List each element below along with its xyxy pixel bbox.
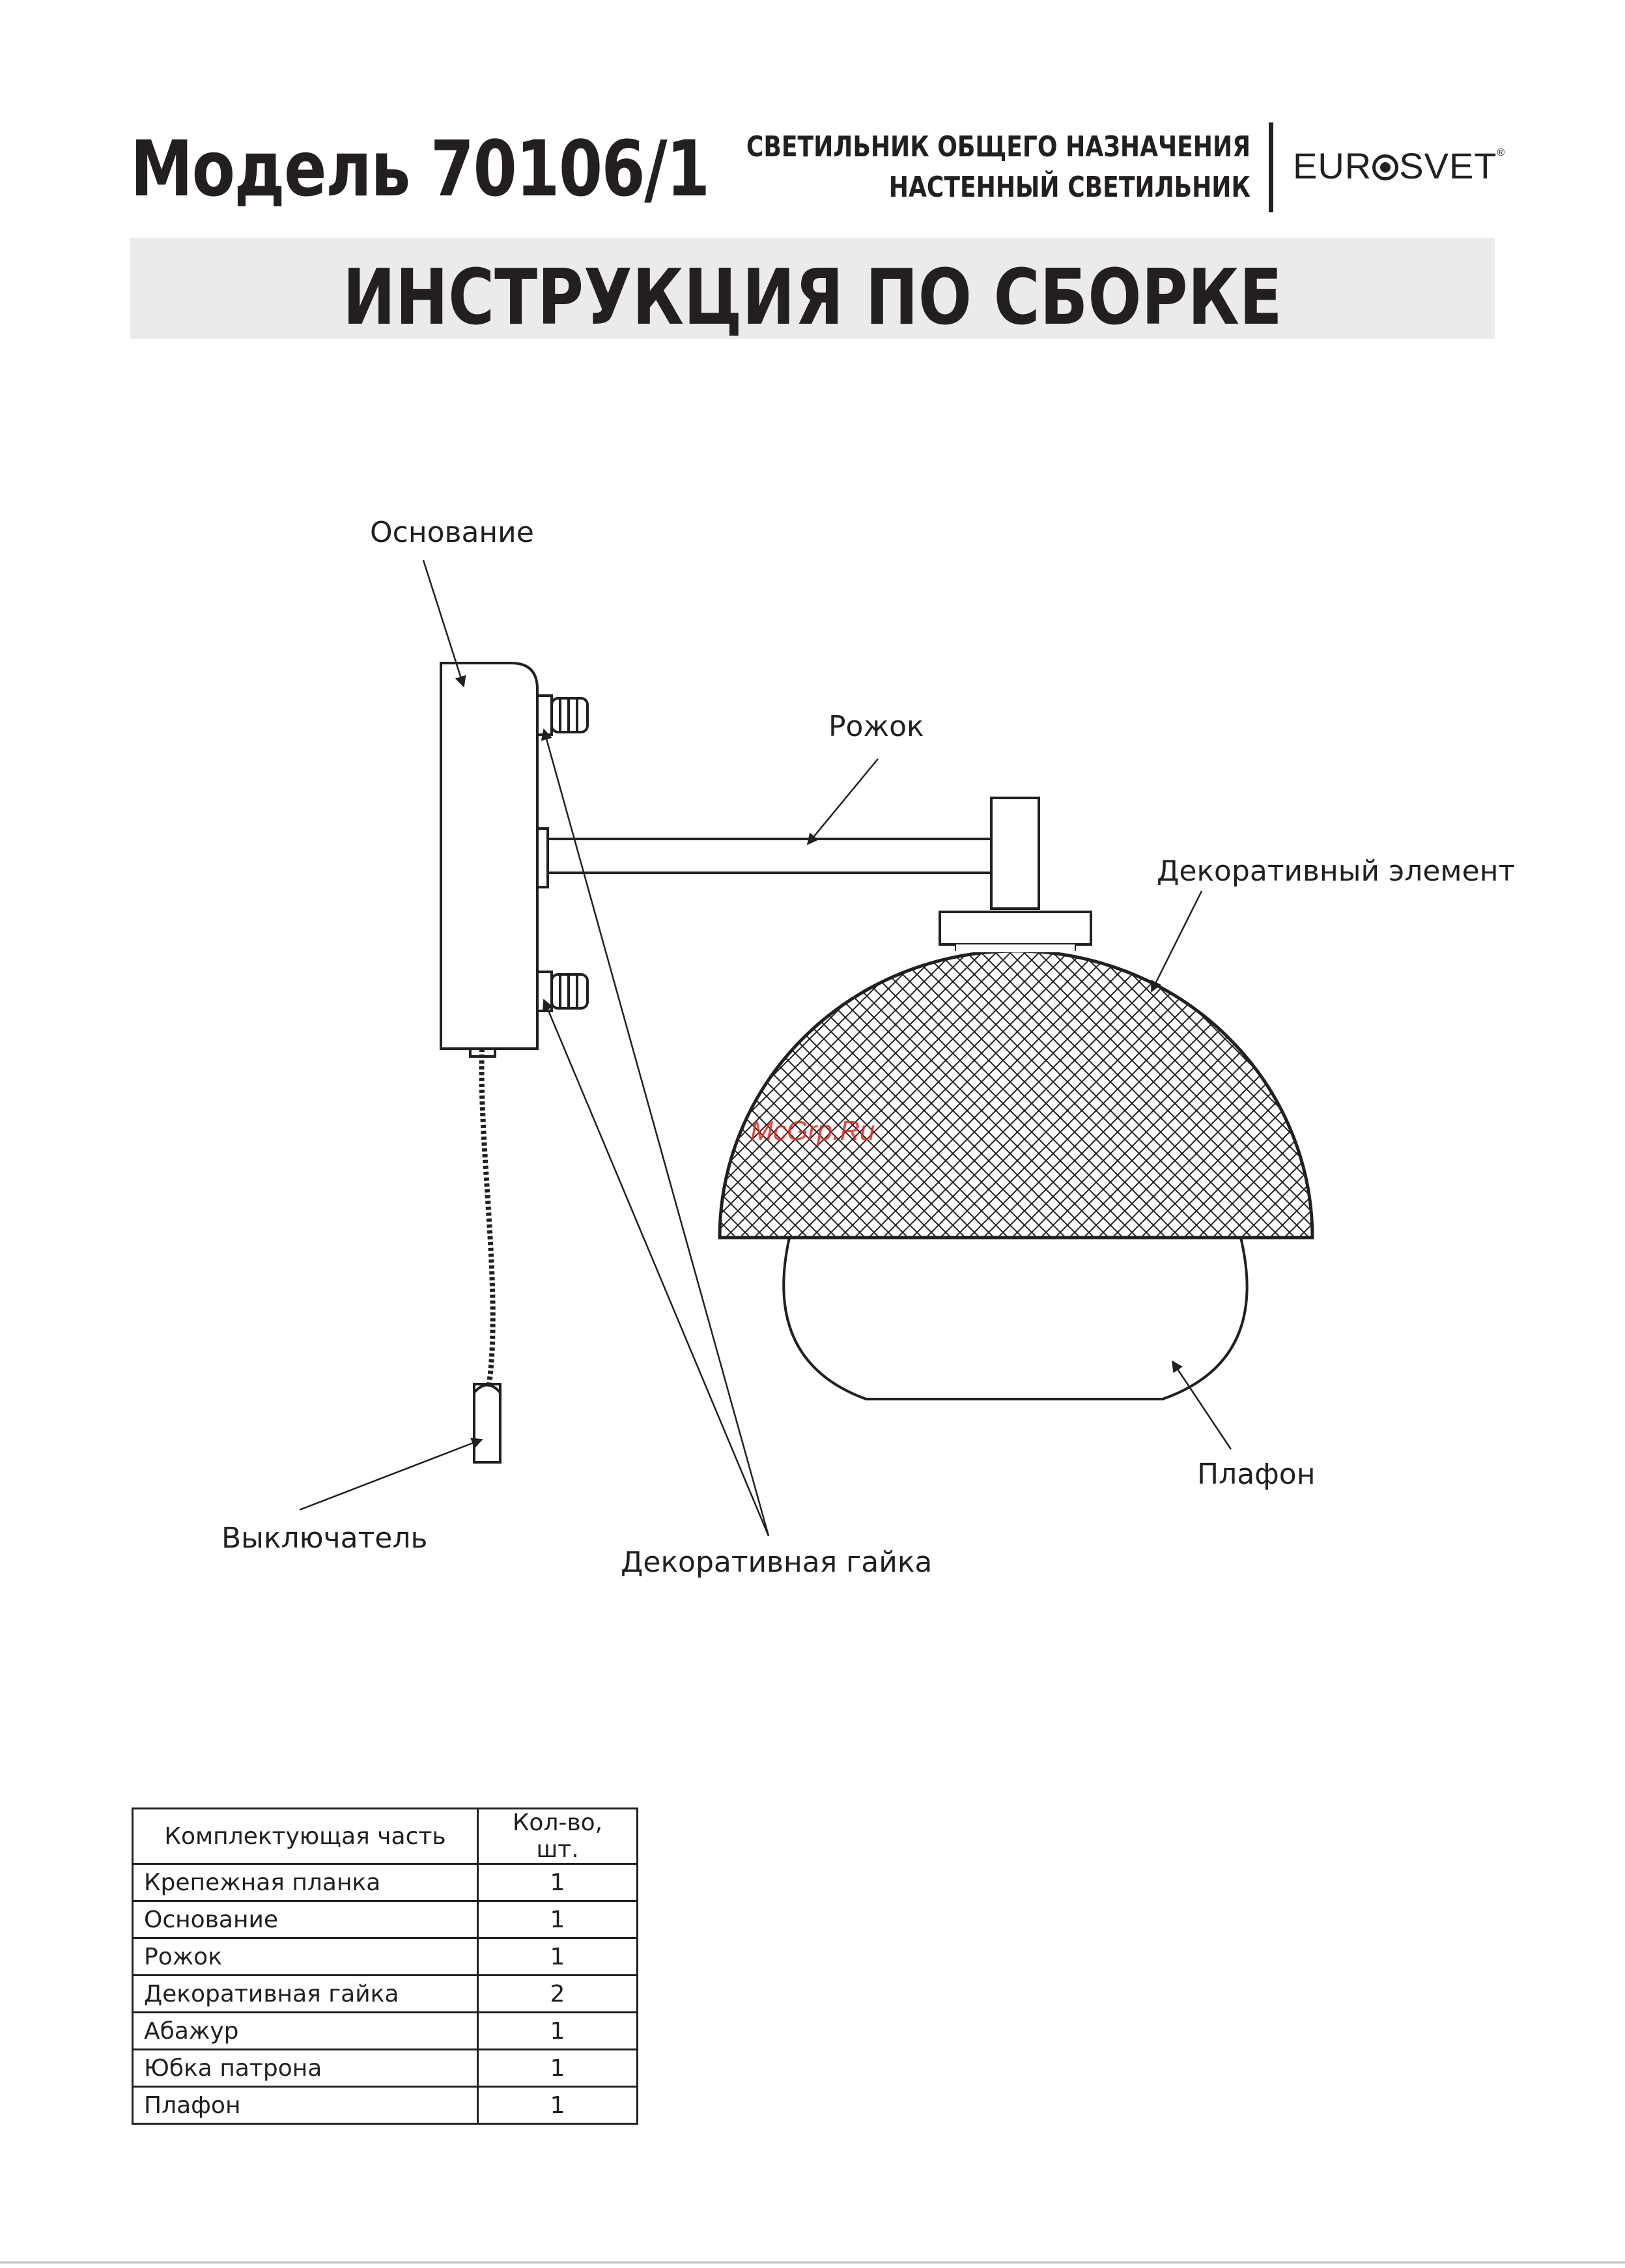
- part-qty: 2: [478, 1976, 638, 2013]
- arm: [548, 839, 991, 873]
- part-name: Плафон: [133, 2087, 478, 2124]
- part-name: Декоративная гайка: [133, 1976, 478, 2013]
- brand-logo-left: EUR: [1293, 145, 1372, 186]
- table-row: [133, 2013, 638, 2050]
- parts-table: [132, 1807, 638, 2125]
- page-bottom-rule: [0, 2261, 1625, 2263]
- category-line-1: СВЕТИЛЬНИК ОБЩЕГО НАЗНАЧЕНИЯ: [746, 130, 1251, 163]
- part-qty: 1: [478, 2050, 638, 2087]
- registered-mark: ®: [1497, 147, 1506, 158]
- part-name: Юбка патрона: [133, 2050, 478, 2087]
- part-name: Абажур: [133, 2013, 478, 2050]
- part-name: Крепежная планка: [133, 1864, 478, 1901]
- table-row: [133, 1901, 638, 1938]
- label-switch: Выключатель: [221, 1522, 428, 1555]
- category-line-2: НАСТЕННЫЙ СВЕТИЛЬНИК: [888, 171, 1251, 204]
- brand-logo-right: SVET: [1399, 145, 1497, 186]
- arm-mount: [537, 829, 548, 887]
- glass-globe: [784, 1238, 1247, 1399]
- label-decor-nut: Декоративная гайка: [621, 1546, 933, 1579]
- part-qty: 1: [478, 2013, 638, 2050]
- model-title: Модель 70106/1: [130, 124, 709, 214]
- part-qty: 1: [478, 1864, 638, 1901]
- table-row: [133, 1864, 638, 1901]
- decorative-nut-top: [537, 696, 587, 735]
- part-name: Рожок: [133, 1938, 478, 1976]
- label-shade: Плафон: [1197, 1458, 1316, 1491]
- switch-pendant: [474, 1384, 500, 1462]
- table-row: [133, 2087, 638, 2124]
- label-decor-element: Декоративный элемент: [1157, 855, 1516, 888]
- mesh-dome: [720, 951, 1312, 1238]
- part-qty: 1: [478, 1938, 638, 1976]
- label-base: Основание: [370, 516, 534, 549]
- part-qty: 1: [478, 2087, 638, 2124]
- table-header-row: [133, 1809, 638, 1864]
- pull-chain-socket: [470, 1049, 495, 1056]
- table-row: [133, 1938, 638, 1976]
- column-header-part: Комплектующая часть: [133, 1809, 478, 1864]
- column-header-qty: Кол-во, шт.: [478, 1809, 638, 1864]
- pull-chain: [482, 1049, 493, 1384]
- part-name: Основание: [133, 1901, 478, 1938]
- label-arm: Рожок: [828, 710, 924, 743]
- table-row: [133, 2050, 638, 2087]
- decorative-nut-bottom: [537, 972, 587, 1011]
- banner-title: ИНСТРУКЦИЯ ПО СБОРКЕ: [343, 252, 1282, 342]
- base-plate: [441, 663, 537, 1049]
- watermark: McGrp.Ru: [750, 1115, 875, 1146]
- part-qty: 1: [478, 1901, 638, 1938]
- arm-riser: [991, 798, 1039, 909]
- table-row: [133, 1976, 638, 2013]
- socket-cap: [940, 912, 1091, 944]
